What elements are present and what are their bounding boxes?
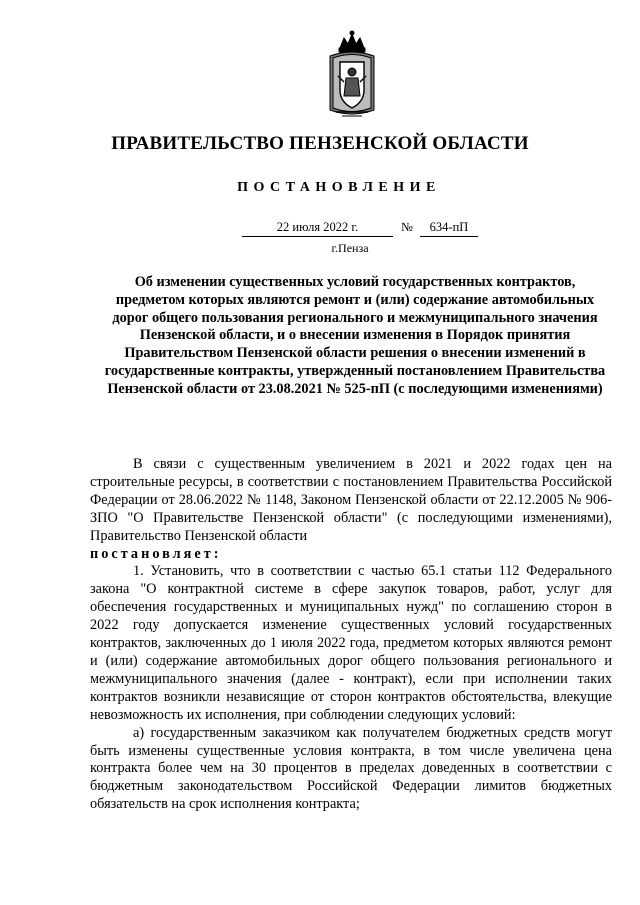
date-number-row xyxy=(0,220,640,238)
document-number: 634-пП xyxy=(420,220,478,237)
number-sign: № xyxy=(401,220,413,234)
city-name: г.Пенза xyxy=(331,241,369,255)
document-subject: Об изменении существенных условий государственных контрактов, предметом которых являются ремонт и (или) содержание автомобильных дорог общего пользования регионального и межмуниципального значения Пензенской области, и о внесении изменения в Порядок принятия Правительством Пензенской области решения о внесении изменений в государственные контракты, утвержденный постановлением Правительства Пензенской области от 23.08.2021 № 525-пП (с последующими изменениями) xyxy=(104,274,606,397)
paragraph-1: 1. Установить, что в соответствии с частью 65.1 статьи 112 Федерального закона "О контрактной системе в сфере закупок товаров, работ, услуг для обеспечения государственных и муниципальных нужд" по соглашению сторон в 2022 году допускается изменение существенных условий государственных контрактов, заключенных до 1 июля 2022 года, предметом которых являются ремонт и (или) содержание автомобильных дорог общего пользования регионального и межмуниципального значения (далее - контракт), если при исполнении таких контрактов возникли независящие от сторон контрактов обстоятельства, влекущие невозможность их исполнения, при соблюдении следующих условий: xyxy=(90,563,612,723)
coat-of-arms-icon xyxy=(324,30,380,118)
paragraph-a: а) государственным заказчиком как получателем бюджетных средств могут быть изменены существенные условия контракта, в том числе увеличена цена контракта более чем на 30 процентов в пределах доведенных в соответствии с бюджетным законодательством Российской Федерации лимитов бюджетных обязательств на срок исполнения контракта; xyxy=(90,724,612,813)
document-type: ПОСТАНОВЛЕНИЕ xyxy=(237,180,441,195)
document-body xyxy=(90,456,612,814)
government-title: ПРАВИТЕЛЬСТВО ПЕНЗЕНСКОЙ ОБЛАСТИ xyxy=(111,133,529,154)
document-date: 22 июля 2022 г. xyxy=(242,220,393,237)
decree-word: постановляет: xyxy=(90,545,222,562)
preamble-paragraph: В связи с существенным увеличением в 2021 и 2022 годах цен на строительные ресурсы, в соответствии с постановлением Правительства Российской Федерации от 28.06.2022 № 1148, Законом Пензенской области от 22.12.2005 № 906-ЗПО "О Правительстве Пензенской области" (с последующими изменениями), Правительство Пензенской области xyxy=(90,456,612,544)
